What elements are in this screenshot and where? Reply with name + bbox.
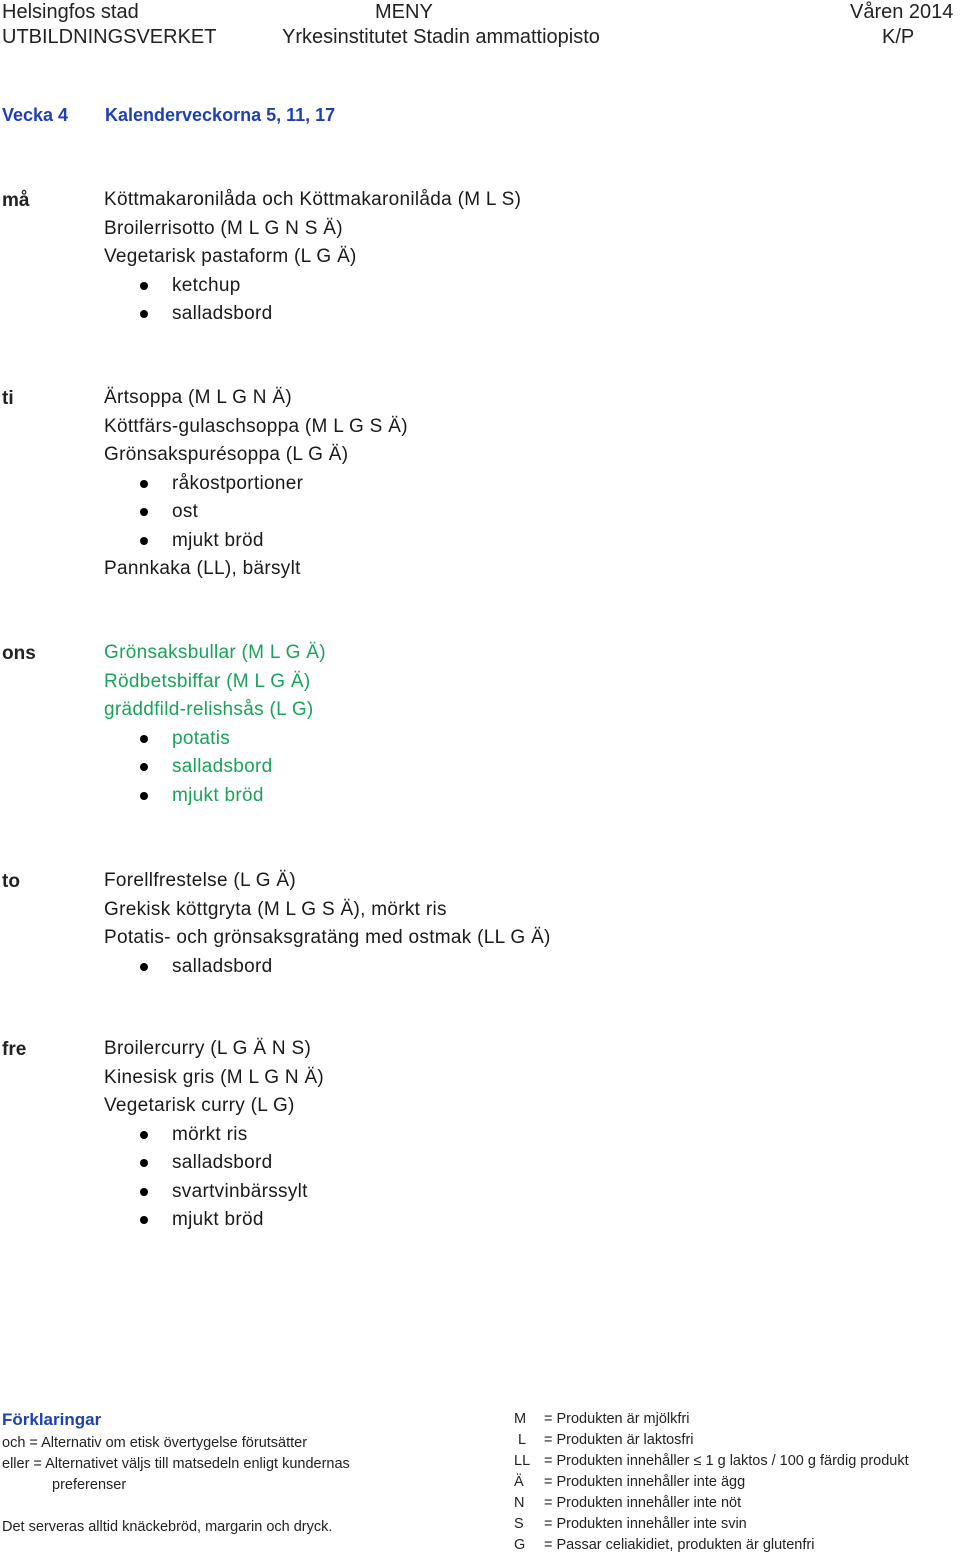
dish-item: Kinesisk gris (M L G N Ä) — [104, 1066, 325, 1088]
footer-note: Det serveras alltid knäckebröd, margarin och dryck. — [2, 1519, 333, 1535]
header-code: K/P — [882, 26, 915, 48]
legend-text: = Produkten är mjölkfri — [544, 1411, 690, 1427]
legend-code: L — [514, 1432, 527, 1448]
day-dishes — [104, 867, 551, 981]
day-label: må — [2, 190, 30, 211]
legend-text: = Produkten innehåller ≤ 1 g laktos / 100 g färdig produkt — [544, 1453, 909, 1469]
dish-item: Broilercurry (L G Ä N S) — [104, 1038, 312, 1059]
week-calendar: Kalenderveckorna 5, 11, 17 — [105, 105, 336, 125]
legend-code: LL — [514, 1453, 531, 1469]
side-dish-item: mörkt ris — [104, 1121, 324, 1150]
day-label: fre — [2, 1039, 27, 1060]
legend-text: = Passar celiakidiet, produkten är glutenfri — [544, 1537, 815, 1553]
dish-item: Broilerrisotto (M L G N S Ä) — [104, 217, 343, 239]
day-dishes — [104, 384, 408, 584]
dish-item: Grönsaksbullar (M L G Ä) — [104, 642, 326, 663]
legend-row — [514, 1514, 909, 1535]
dish-item: gräddfild-relishsås (L G) — [104, 699, 314, 720]
dish-item: Köttmakaronilåda och Köttmakaronilåda (M L S) — [104, 189, 522, 210]
legend-code: M — [514, 1411, 527, 1427]
footer-och: och = Alternativ om etisk övertygelse förutsätter — [2, 1435, 308, 1451]
side-dish-item: salladsbord — [104, 1149, 324, 1178]
week-label: Vecka 4 — [2, 105, 69, 125]
legend — [514, 1409, 909, 1556]
legend-row — [514, 1430, 909, 1451]
header-city: Helsingfos stad — [2, 1, 139, 23]
day-label: ti — [2, 388, 14, 409]
legend-row — [514, 1472, 909, 1493]
legend-code: N — [514, 1495, 525, 1511]
dish-item: Pannkaka (LL), bärsylt — [104, 558, 301, 579]
dish-item: Ärtsoppa (M L G N Ä) — [104, 387, 292, 408]
legend-code: G — [514, 1537, 526, 1553]
side-dish-item: ketchup — [104, 272, 521, 301]
side-dish-item: mjukt bröd — [104, 527, 408, 556]
side-dish-item: svartvinbärssylt — [104, 1178, 324, 1207]
footer-eller-cont: preferenser — [52, 1477, 127, 1493]
dish-item: Grekisk köttgryta (M L G S Ä), mörkt ris — [104, 898, 447, 920]
dish-item: Forellfrestelse (L G Ä) — [104, 870, 297, 891]
footer-eller: eller = Alternativet väljs till matsedeln enligt kundernas — [2, 1456, 350, 1472]
legend-code: S — [514, 1516, 524, 1532]
day-label: ons — [2, 643, 36, 664]
footer-title: Förklaringar — [2, 1410, 102, 1429]
dish-item: Köttfärs-gulaschsoppa (M L G S Ä) — [104, 415, 408, 437]
side-dish-item: salladsbord — [104, 953, 551, 982]
legend-text: = Produkten innehåller inte ägg — [544, 1474, 746, 1490]
day-label: to — [2, 871, 20, 892]
dish-item: Grönsakspurésoppa (L G Ä) — [104, 444, 349, 465]
legend-row — [514, 1493, 909, 1514]
side-dish-item: råkostportioner — [104, 470, 408, 499]
header-department: UTBILDNINGSVERKET — [2, 26, 217, 48]
header-school: Yrkesinstitutet Stadin ammattiopisto — [282, 26, 600, 48]
side-dish-item: ost — [104, 498, 408, 527]
day-dishes — [104, 1035, 324, 1235]
legend-text: = Produkten är laktosfri — [544, 1432, 694, 1448]
legend-code: Ä — [514, 1474, 524, 1490]
legend-row — [514, 1451, 909, 1472]
dish-item: Rödbetsbiffar (M L G Ä) — [104, 670, 311, 692]
legend-text: = Produkten innehåller inte svin — [544, 1516, 747, 1532]
side-dish-item: mjukt bröd — [104, 782, 326, 811]
side-dish-item: mjukt bröd — [104, 1206, 324, 1235]
dish-item: Vegetarisk curry (L G) — [104, 1095, 295, 1116]
header-season: Våren 2014 — [850, 1, 954, 23]
dish-item: Vegetarisk pastaform (L G Ä) — [104, 246, 357, 267]
side-dish-item: potatis — [104, 725, 326, 754]
side-dish-item: salladsbord — [104, 753, 326, 782]
legend-row — [514, 1409, 909, 1430]
day-dishes — [104, 186, 521, 329]
dish-item: Potatis- och grönsaksgratäng med ostmak (LL G Ä) — [104, 927, 551, 948]
legend-text: = Produkten innehåller inte nöt — [544, 1495, 742, 1511]
side-dish-item: salladsbord — [104, 300, 521, 329]
day-dishes — [104, 639, 326, 810]
header-menu: MENY — [375, 1, 433, 23]
